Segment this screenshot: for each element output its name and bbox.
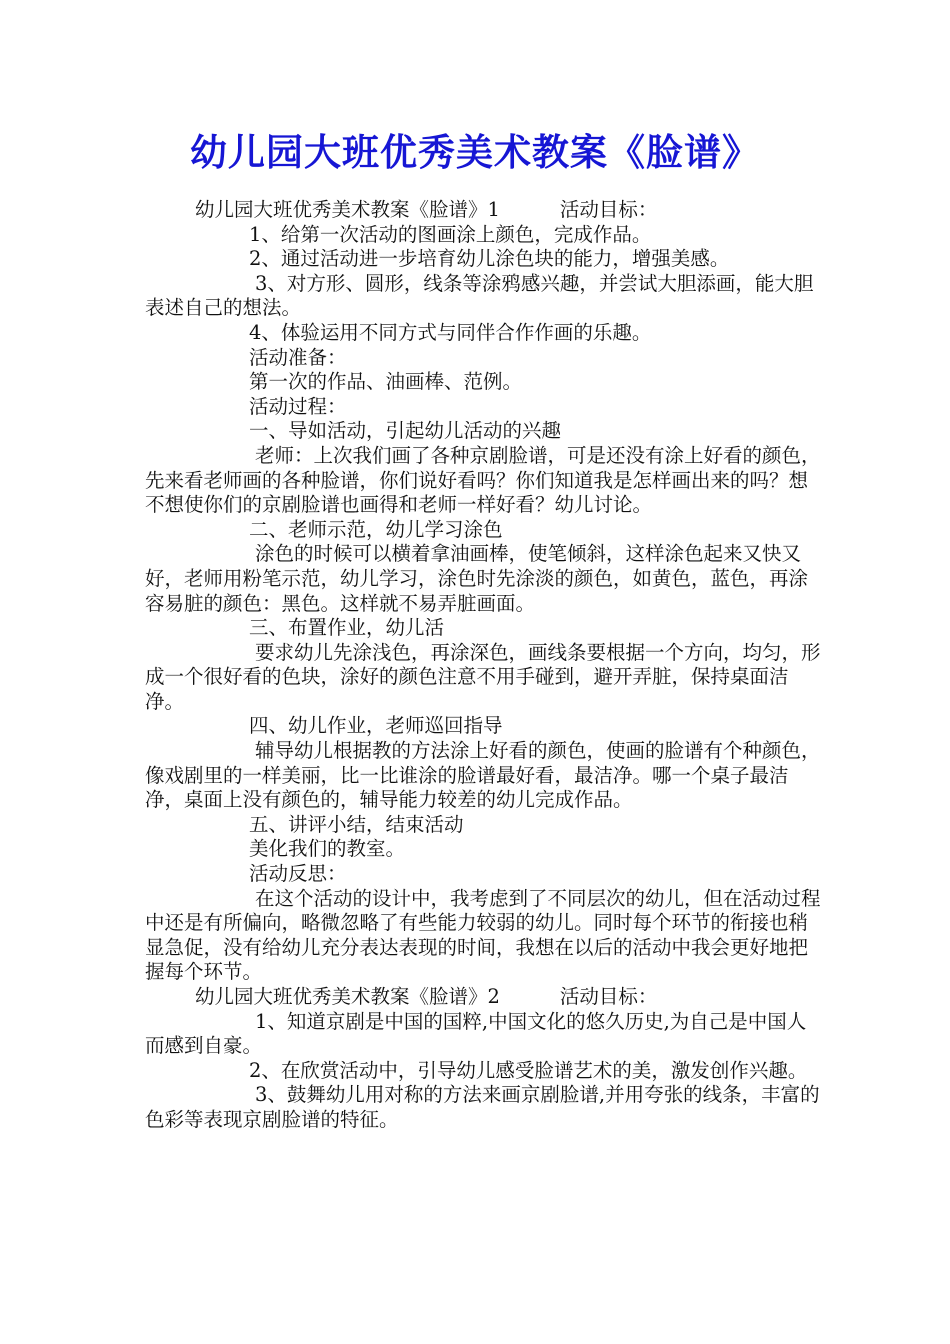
paragraph-text: 一、导如活动，引起幼儿活动的兴趣 — [249, 419, 562, 443]
paragraph — [145, 247, 825, 272]
paragraph-text: 4、体验运用不同方式与同伴合作作画的乐趣。 — [249, 320, 652, 344]
section-heading-label: 活动目标： — [559, 985, 658, 1008]
document-body — [145, 198, 825, 1133]
paragraph-text: 3、鼓舞幼儿用对称的方法来画京剧脸谱,并用夸张的线条，丰富的色彩等表现京剧脸谱的特征。 — [145, 1083, 820, 1131]
paragraph-text: 1、知道京剧是中国的国粹,中国文化的悠久历史,为自己是中国人而感到自豪。 — [145, 1009, 807, 1058]
paragraph — [145, 837, 825, 862]
section-heading-title: 幼儿园大班优秀美术教案《脸谱》1 — [195, 198, 500, 221]
paragraph-text: 二、老师示范，幼儿学习涂色 — [249, 517, 503, 541]
paragraph — [145, 641, 825, 715]
paragraph-text: 要求幼儿先涂浅色，再涂深色，画线条要根据一个方向，均匀，形成一个很好看的色块，涂好的颜色注意不用手碰到，避开弄脏，保持桌面洁净。 — [145, 640, 821, 713]
paragraph-text: 老师：上次我们画了各种京剧脸谱，可是还没有涂上好看的颜色，先来看老师画的各种脸谱，你们说好看吗？你们知道我是怎样画出来的吗？想不想使你们的京剧脸谱也画得和老师一样好看？幼儿讨论。 — [145, 443, 821, 517]
paragraph — [145, 395, 825, 420]
paragraph-text: 美化我们的教室。 — [249, 837, 406, 861]
paragraph — [145, 887, 825, 985]
paragraph — [145, 1083, 825, 1132]
paragraph — [145, 739, 825, 813]
paragraph-text: 1、给第一次活动的图画涂上颜色，完成作品。 — [249, 222, 652, 246]
section-heading-label: 活动目标： — [559, 198, 658, 221]
paragraph — [145, 616, 825, 641]
paragraph — [145, 1059, 825, 1084]
paragraph — [145, 223, 825, 248]
paragraph-text: 三、布置作业，幼儿活 — [249, 616, 445, 640]
paragraph — [145, 272, 825, 321]
paragraph — [145, 518, 825, 543]
paragraph-text: 3、对方形、圆形，线条等涂鸦感兴趣，并尝试大胆添画，能大胆表述自己的想法。 — [145, 271, 814, 320]
paragraph — [145, 862, 825, 887]
paragraph-text: 辅导幼儿根据教的方法涂上好看的颜色，使画的脸谱有个种颜色，像戏剧里的一样美丽，比一比谁涂的脸谱最好看，最洁净。哪一个桌子最洁净，桌面上没有颜色的，辅导能力较差的幼儿完成作品。 — [145, 739, 821, 812]
paragraph-text: 2、在欣赏活动中，引导幼儿感受脸谱艺术的美，激发创作兴趣。 — [249, 1058, 808, 1082]
paragraph-text: 活动准备： — [249, 345, 347, 369]
page-title: 幼儿园大班优秀美术教案《脸谱》 — [190, 130, 760, 174]
paragraph-text: 在这个活动的设计中，我考虑到了不同层次的幼儿，但在活动过程中还是有所偏向，略微忽略了有些能力较弱的幼儿。同时每个环节的衔接也稍显急促，没有给幼儿充分表达表现的时间，我想在以后的活动中我会更好地把握每个环节。 — [145, 886, 821, 984]
section-1-heading — [145, 198, 825, 223]
paragraph-text: 活动过程： — [249, 394, 347, 418]
paragraph-text: 涂色的时候可以横着拿油画棒，使笔倾斜，这样涂色起来又快又好，老师用粉笔示范，幼儿学习，涂色时先涂淡的颜色，如黄色，蓝色，再涂容易脏的颜色：黑色。这样就不易弄脏画面。 — [145, 542, 809, 615]
paragraph — [145, 1010, 825, 1059]
paragraph-text: 活动反思： — [249, 862, 347, 886]
paragraph-text: 2、通过活动进一步培育幼儿涂色块的能力，增强美感。 — [249, 247, 730, 271]
paragraph-text: 第一次的作品、油画棒、范例。 — [249, 370, 523, 394]
paragraph — [145, 542, 825, 616]
paragraph-text: 四、幼儿作业，老师巡回指导 — [249, 714, 503, 738]
paragraph — [145, 321, 825, 346]
paragraph — [145, 370, 825, 395]
paragraph — [145, 419, 825, 444]
paragraph-text: 五、讲评小结，结束活动 — [249, 812, 464, 836]
paragraph — [145, 346, 825, 371]
section-2-heading — [145, 985, 825, 1010]
paragraph — [145, 444, 825, 518]
paragraph — [145, 813, 825, 838]
paragraph — [145, 714, 825, 739]
section-heading-title: 幼儿园大班优秀美术教案《脸谱》2 — [195, 985, 500, 1008]
